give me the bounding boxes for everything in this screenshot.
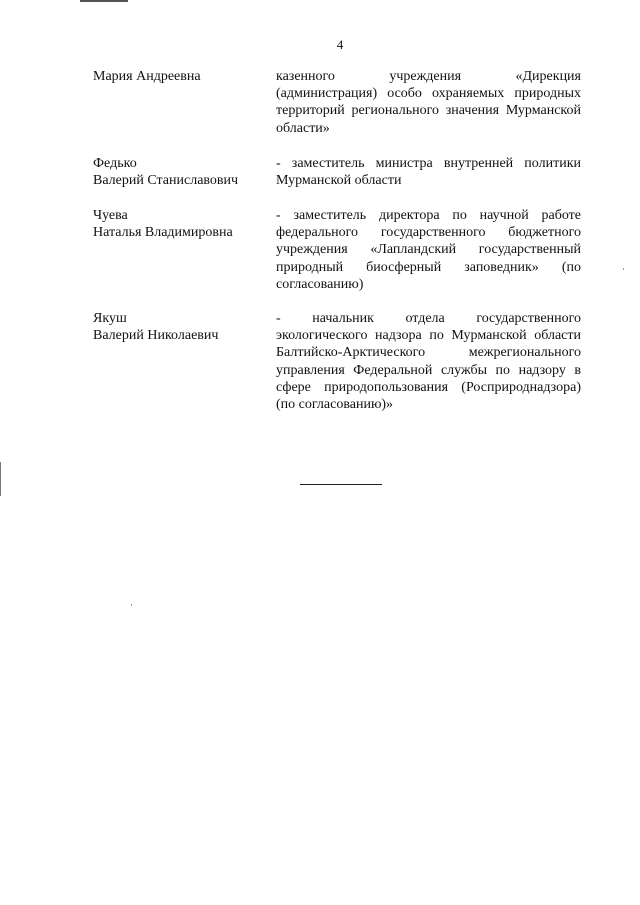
scan-artifact-top (80, 0, 128, 2)
member-name: Чуева Наталья Владимировна (93, 208, 233, 241)
member-position: - начальник отдела государственного экологического надзора по Мурманской области Балтийско-Арктического межрегионального управления Федеральной службы по надзору в сфере природопользования (Росприроднадзора) (по согласованию)» (276, 311, 581, 413)
member-position: - заместитель министра внутренней политики Мурманской области (276, 156, 581, 189)
scan-artifact-left (0, 462, 1, 496)
member-name: Якуш Валерий Николаевич (93, 311, 219, 344)
member-position: казенного учреждения «Дирекция (администрация) особо охраняемых природных территорий регионального значения Мурманской области» (276, 69, 581, 136)
page-number: 4 (336, 37, 344, 52)
scan-speck (623, 268, 624, 270)
member-name: Федько Валерий Станиславович (93, 156, 239, 189)
scan-speck (131, 604, 132, 606)
closing-rule (300, 484, 382, 485)
member-position: - заместитель директора по научной работе федерального государственного бюджетного учреждения «Лапландский государственный природный биосферный заповедник» (по согласованию) (276, 208, 581, 292)
member-name: Мария Андреевна (93, 69, 201, 84)
